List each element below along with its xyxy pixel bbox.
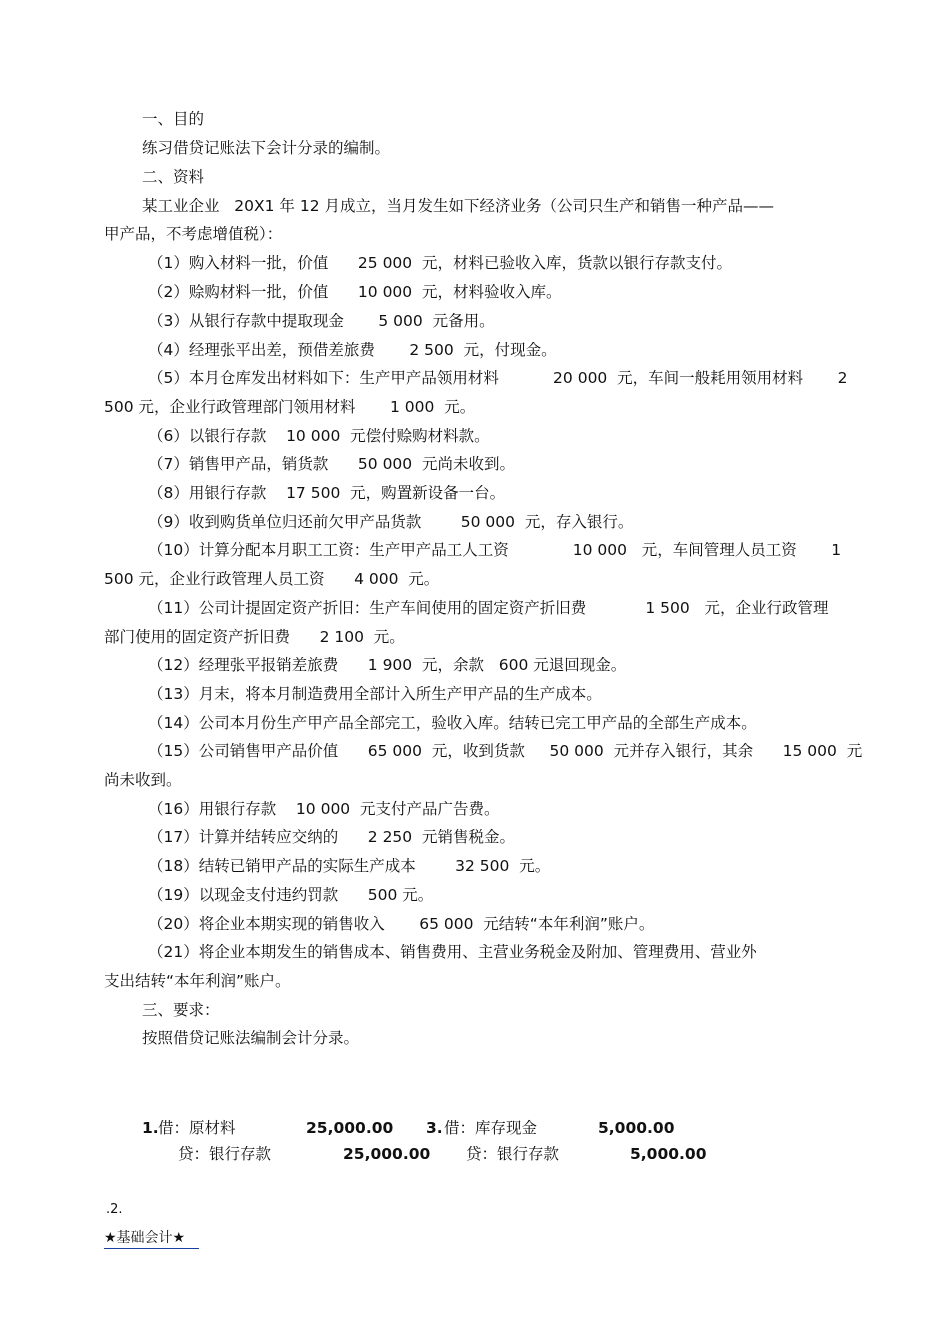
section-2-title: 二、资料 (142, 168, 205, 186)
section-1-title: 一、目的 (142, 110, 205, 128)
list-item: （14）公司本月份生产甲产品全部完工，验收入库。结转已完工甲产品的全部生产成本。 (148, 714, 757, 732)
list-item: （8）用银行存款 17 500 元，购置新设备一台。 (148, 484, 506, 502)
list-item: （16）用银行存款 10 000 元支付产品广告费。 (148, 800, 500, 818)
section-1-text: 练习借贷记账法下会计分录的编制。 (142, 139, 391, 157)
list-item: （18）结转已销甲产品的实际生产成本 32 500 元。 (148, 857, 551, 875)
footer-brand-link[interactable]: ★基础会计★ (104, 1228, 199, 1249)
list-item: （7）销售甲产品，销货款 50 000 元尚未收到。 (148, 455, 516, 473)
list-item: （3）从银行存款中提取现金 5 000 元备用。 (148, 312, 495, 330)
intro-line-1: 某工业企业 20X1 年 12 月成立，当月发生如下经济业务（公司只生产和销售一种产品—— (142, 197, 774, 215)
entry-1-number: 1. (142, 1119, 159, 1137)
section-3-title: 三、要求： (142, 1001, 220, 1019)
list-item: （10）计算分配本月职工工资：生产甲产品工人工资 10 000 元，车间管理人员工资 1 (148, 541, 842, 559)
entry-3-debit-account: 借：库存现金 (444, 1119, 538, 1137)
list-item-continued: 部门使用的固定资产折旧费 2 100 元。 (104, 628, 405, 646)
list-item: （15）公司销售甲产品价值 65 000 元，收到货款 50 000 元并存入银行，其余 15 000 元 (148, 742, 863, 760)
list-item: （11）公司计提固定资产折旧：生产车间使用的固定资产折旧费 1 500 元，企业行政管理 (148, 599, 829, 617)
list-item-continued: 尚未收到。 (104, 771, 182, 789)
list-item: （17）计算并结转应交纳的 2 250 元销售税金。 (148, 828, 516, 846)
list-item: （21）将企业本期发生的销售成本、销售费用、主营业务税金及附加、管理费用、营业外 (148, 943, 757, 961)
list-item: （1）购入材料一批，价值 25 000 元，材料已验收入库，货款以银行存款支付。 (148, 254, 733, 272)
list-item: （5）本月仓库发出材料如下：生产甲产品领用材料 20 000 元，车间一般耗用领用材料 2 (148, 369, 848, 387)
section-3-text: 按照借贷记账法编制会计分录。 (142, 1029, 360, 1047)
list-item-continued: 500 元，企业行政管理部门领用材料 1 000 元。 (104, 398, 476, 416)
entry-1-credit-account: 贷：银行存款 (178, 1145, 272, 1163)
entry-1-credit-amount: 25,000.00 (343, 1145, 431, 1163)
list-item: （6）以银行存款 10 000 元偿付赊购材料款。 (148, 427, 490, 445)
list-item-continued: 支出结转“本年利润”账户。 (104, 972, 291, 990)
intro-line-2: 甲产品，不考虑增值税）： (104, 225, 283, 243)
entry-3-credit-account: 贷：银行存款 (466, 1145, 560, 1163)
entry-3-debit-amount: 5,000.00 (598, 1119, 675, 1137)
entry-3-number: 3. (426, 1119, 443, 1137)
entry-3-credit-amount: 5,000.00 (630, 1145, 707, 1163)
list-item: （19）以现金支付违约罚款 500 元。 (148, 886, 434, 904)
list-item-continued: 500 元，企业行政管理人员工资 4 000 元。 (104, 570, 440, 588)
list-item: （4）经理张平出差，预借差旅费 2 500 元，付现金。 (148, 341, 557, 359)
list-item: （20）将企业本期实现的销售收入 65 000 元结转“本年利润”账户。 (148, 915, 655, 933)
entry-1-debit-amount: 25,000.00 (306, 1119, 394, 1137)
entry-1-debit-account: 借：原材料 (158, 1119, 236, 1137)
list-item: （13）月末，将本月制造费用全部计入所生产甲产品的生产成本。 (148, 685, 602, 703)
list-item: （9）收到购货单位归还前欠甲产品货款 50 000 元，存入银行。 (148, 513, 634, 531)
page-marker: .2. (106, 1202, 123, 1217)
list-item: （2）赊购材料一批，价值 10 000 元，材料验收入库。 (148, 283, 562, 301)
list-item: （12）经理张平报销差旅费 1 900 元，余款 600 元退回现金。 (148, 656, 627, 674)
